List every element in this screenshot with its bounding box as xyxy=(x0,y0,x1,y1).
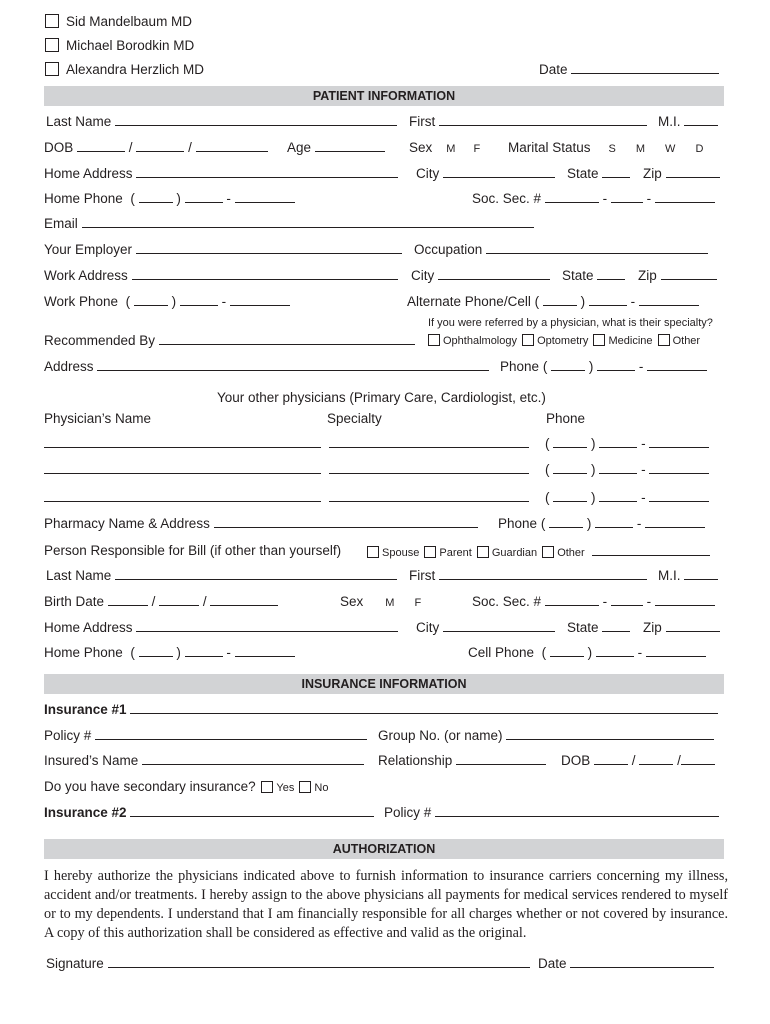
address-line[interactable] xyxy=(97,359,489,371)
checkbox-optometry[interactable] xyxy=(522,334,534,346)
insured-name-line[interactable] xyxy=(142,753,364,765)
option-label: Parent xyxy=(439,547,472,559)
work-state-field[interactable] xyxy=(562,268,625,283)
checkbox-spouse[interactable] xyxy=(367,546,379,558)
state-line[interactable] xyxy=(602,620,630,632)
insured-dob-field[interactable] xyxy=(561,753,715,768)
marital-label: Marital Status xyxy=(508,140,591,155)
sex-field[interactable] xyxy=(409,140,480,155)
resp-cell-phone-field[interactable] xyxy=(468,645,706,660)
doctor-option-2[interactable] xyxy=(45,38,194,53)
zip-label: Zip xyxy=(638,268,657,283)
mi-label: M.I. xyxy=(658,568,681,583)
marital-d[interactable]: D xyxy=(695,143,704,155)
work-phone-field[interactable] xyxy=(44,294,290,309)
relationship-line[interactable] xyxy=(456,753,546,765)
paren-open: ( xyxy=(534,294,540,309)
address-phone-field[interactable] xyxy=(500,359,707,374)
date-field-top[interactable] xyxy=(539,62,719,77)
paren-close: ) xyxy=(591,436,596,451)
insurance1-field[interactable] xyxy=(44,702,718,717)
occupation-label: Occupation xyxy=(414,242,483,257)
mi-label: M.I. xyxy=(658,114,681,129)
dob-label: DOB xyxy=(561,753,591,768)
pharmacy-label: Pharmacy Name & Address xyxy=(44,516,210,531)
last-name-label: Last Name xyxy=(46,568,112,583)
ssn-part3[interactable] xyxy=(655,594,715,606)
sex-label: Sex xyxy=(409,140,433,155)
phone-label: Phone xyxy=(498,516,538,531)
slash: / xyxy=(188,140,192,155)
phone-line[interactable] xyxy=(639,294,699,306)
zip-line[interactable] xyxy=(666,620,720,632)
state-line[interactable] xyxy=(602,166,630,178)
dob-year[interactable] xyxy=(681,753,715,765)
patient-info-header: PATIENT INFORMATION xyxy=(44,86,724,106)
area-code[interactable] xyxy=(549,516,583,528)
occupation-field[interactable] xyxy=(414,242,708,257)
dob-month[interactable] xyxy=(594,753,628,765)
resp-sex-field[interactable] xyxy=(340,594,421,609)
paren-close: ) xyxy=(587,645,593,660)
paren-close: ) xyxy=(171,294,177,309)
insured-name-label: Insured’s Name xyxy=(44,753,139,768)
other-physicians-heading: Your other physicians (Primary Care, Cardiologist, etc.) xyxy=(217,390,546,405)
option-label: Medicine xyxy=(608,335,653,347)
marital-status-field[interactable] xyxy=(508,140,703,155)
physician-specialty-3 xyxy=(329,490,529,505)
dob-day[interactable] xyxy=(136,140,184,152)
checkbox[interactable] xyxy=(45,38,59,52)
email-line[interactable] xyxy=(82,216,534,228)
doctor-option-1[interactable] xyxy=(45,14,192,29)
paren-close: ) xyxy=(586,516,592,531)
marital-s[interactable]: S xyxy=(608,143,616,155)
state-label: State xyxy=(567,620,599,635)
area-code[interactable] xyxy=(543,294,577,306)
insurance2-line[interactable] xyxy=(130,805,374,817)
ssn-part1[interactable] xyxy=(545,191,599,203)
paren-open: ( xyxy=(545,490,550,505)
area-code[interactable] xyxy=(139,191,173,203)
state-label: State xyxy=(562,268,594,283)
dash: - xyxy=(641,462,646,477)
dob-day[interactable] xyxy=(639,753,673,765)
checkbox-yes[interactable] xyxy=(261,781,273,793)
doctor-name: Sid Mandelbaum MD xyxy=(66,14,193,29)
city-line[interactable] xyxy=(443,620,555,632)
policy-label: Policy # xyxy=(384,805,432,820)
slash: / xyxy=(128,140,133,155)
ssn-part2[interactable] xyxy=(611,594,643,606)
city-label: City xyxy=(416,620,440,635)
checkbox-ophthalmology[interactable] xyxy=(428,334,440,346)
resp-soc-sec-field[interactable] xyxy=(472,594,715,609)
dash: - xyxy=(630,294,636,309)
dash: - xyxy=(226,645,231,660)
first-name-field[interactable] xyxy=(409,114,647,129)
area-code[interactable] xyxy=(551,359,585,371)
ssn-part2[interactable] xyxy=(611,191,643,203)
zip-line[interactable] xyxy=(661,268,717,280)
no-label: No xyxy=(314,782,329,794)
dash: - xyxy=(637,645,643,660)
dob-label: DOB xyxy=(44,140,74,155)
slash: / xyxy=(151,594,156,609)
email-label: Email xyxy=(44,216,78,231)
birth-date-label: Birth Date xyxy=(44,594,105,609)
last-name-label: Last Name xyxy=(46,114,112,129)
specialty-line[interactable] xyxy=(329,462,529,474)
first-line[interactable] xyxy=(439,114,647,126)
physician-row-1 xyxy=(44,436,321,451)
work-address-label: Work Address xyxy=(44,268,128,283)
age-label: Age xyxy=(287,140,312,155)
physician-specialty-1 xyxy=(329,436,529,451)
sex-f[interactable]: F xyxy=(414,597,422,609)
age-field[interactable] xyxy=(287,140,385,155)
physician-name-line[interactable] xyxy=(44,462,321,474)
slash: / xyxy=(631,753,636,768)
paren-open: ( xyxy=(545,462,550,477)
phone-line[interactable] xyxy=(645,516,705,528)
resp-state-field[interactable] xyxy=(567,620,630,635)
phone-prefix[interactable] xyxy=(185,645,223,657)
soc-sec-field[interactable] xyxy=(472,191,715,206)
first-label: First xyxy=(409,568,436,583)
phone-line[interactable] xyxy=(230,294,290,306)
sex-m[interactable]: M xyxy=(446,143,456,155)
checkbox-guardian[interactable] xyxy=(477,546,489,558)
specialty-heading: Specialty xyxy=(327,411,382,426)
home-phone-label: Home Phone xyxy=(44,191,123,206)
city-line[interactable] xyxy=(443,166,555,178)
home-address-line[interactable] xyxy=(136,166,398,178)
policy2-field[interactable] xyxy=(384,805,719,820)
paren-open: ( xyxy=(125,294,131,309)
insurance2-field[interactable] xyxy=(44,805,374,820)
paren-open: ( xyxy=(130,191,135,206)
area-code[interactable] xyxy=(553,462,587,474)
birth-month[interactable] xyxy=(108,594,148,606)
resp-home-phone-field[interactable] xyxy=(44,645,295,660)
recommended-by-field[interactable] xyxy=(44,333,415,348)
physician-name-line[interactable] xyxy=(44,490,321,502)
zip-label: Zip xyxy=(643,166,662,181)
policy-line[interactable] xyxy=(435,805,719,817)
phone-prefix[interactable] xyxy=(595,516,633,528)
phone-prefix[interactable] xyxy=(185,191,223,203)
signature-field[interactable] xyxy=(46,956,530,971)
relation-options xyxy=(367,544,710,559)
secondary-label: Do you have secondary insurance? xyxy=(44,779,256,794)
slash: / xyxy=(202,594,207,609)
phone-prefix[interactable] xyxy=(599,436,637,448)
specialty-line[interactable] xyxy=(329,436,529,448)
pharmacy-field[interactable] xyxy=(44,516,478,531)
paren-close: ) xyxy=(176,191,181,206)
address-field[interactable] xyxy=(44,359,489,374)
dob-field[interactable] xyxy=(44,140,268,155)
resp-zip-field[interactable] xyxy=(643,620,720,635)
signature-date-field[interactable] xyxy=(538,956,714,971)
zip-field[interactable] xyxy=(643,166,720,181)
physician-name-line[interactable] xyxy=(44,436,321,448)
insurance1-label: Insurance #1 xyxy=(44,702,127,717)
dash: - xyxy=(646,594,652,609)
zip-line[interactable] xyxy=(666,166,720,178)
cell-phone-label: Cell Phone xyxy=(468,645,535,660)
paren-open: ( xyxy=(130,645,135,660)
insurance2-label: Insurance #2 xyxy=(44,805,127,820)
dash: - xyxy=(602,191,608,206)
phone-line[interactable] xyxy=(649,462,709,474)
paren-close: ) xyxy=(176,645,181,660)
work-address-field[interactable] xyxy=(44,268,398,283)
first-line[interactable] xyxy=(439,568,647,580)
resp-city-field[interactable] xyxy=(416,620,555,635)
ssn-part1[interactable] xyxy=(545,594,599,606)
mi-line[interactable] xyxy=(684,114,718,126)
dash: - xyxy=(641,436,646,451)
phone-prefix[interactable] xyxy=(599,490,637,502)
address-label: Address xyxy=(44,359,94,374)
physician-phone-1[interactable] xyxy=(545,436,709,451)
specialty-options xyxy=(428,334,700,347)
state-line[interactable] xyxy=(597,268,625,280)
ssn-part3[interactable] xyxy=(655,191,715,203)
option-label: Ophthalmology xyxy=(443,335,517,347)
phone-prefix[interactable] xyxy=(589,294,627,306)
last-name-line[interactable] xyxy=(115,114,397,126)
person-responsible-label: Person Responsible for Bill (if other than yourself) xyxy=(44,543,342,558)
insurance1-line[interactable] xyxy=(130,702,718,714)
area-code[interactable] xyxy=(553,436,587,448)
date-label: Date xyxy=(538,956,567,971)
last-name-line[interactable] xyxy=(115,568,397,580)
physician-phone-2[interactable] xyxy=(545,462,709,477)
alternate-phone-field[interactable] xyxy=(407,294,699,309)
group-no-line[interactable] xyxy=(506,728,714,740)
home-address-field[interactable] xyxy=(44,166,398,181)
phone-line[interactable] xyxy=(235,191,295,203)
phone-line[interactable] xyxy=(649,436,709,448)
pharmacy-line[interactable] xyxy=(214,516,478,528)
physician-name-heading: Physician’s Name xyxy=(44,411,152,426)
dob-year[interactable] xyxy=(196,140,268,152)
birth-day[interactable] xyxy=(159,594,199,606)
home-address-label: Home Address xyxy=(44,620,133,635)
phone-line[interactable] xyxy=(646,645,706,657)
birth-date-field[interactable] xyxy=(44,594,278,609)
area-code[interactable] xyxy=(139,645,173,657)
relationship-field[interactable] xyxy=(378,753,546,768)
employer-label: Your Employer xyxy=(44,242,133,257)
phone-prefix[interactable] xyxy=(597,359,635,371)
home-phone-field[interactable] xyxy=(44,191,295,206)
state-field[interactable] xyxy=(567,166,630,181)
dob-month[interactable] xyxy=(77,140,125,152)
work-city-field[interactable] xyxy=(411,268,550,283)
city-line[interactable] xyxy=(438,268,550,280)
dash: - xyxy=(641,490,646,505)
employer-line[interactable] xyxy=(136,242,402,254)
resp-last-name-field[interactable] xyxy=(46,568,397,583)
city-label: City xyxy=(416,166,440,181)
date-label: Date xyxy=(539,62,568,77)
dash: - xyxy=(646,191,652,206)
paren-open: ( xyxy=(540,516,546,531)
slash: / xyxy=(677,753,681,768)
option-label: Spouse xyxy=(382,547,420,559)
mi-field[interactable] xyxy=(658,114,718,129)
resp-first-name-field[interactable] xyxy=(409,568,647,583)
area-code[interactable] xyxy=(134,294,168,306)
phone-line[interactable] xyxy=(647,359,707,371)
physician-row-3 xyxy=(44,490,321,505)
sex-f[interactable]: F xyxy=(473,143,481,155)
resp-mi-field[interactable] xyxy=(658,568,718,583)
dash: - xyxy=(602,594,608,609)
marital-w[interactable]: W xyxy=(665,143,676,155)
doctor-option-3[interactable] xyxy=(45,62,204,77)
recommended-by-label: Recommended By xyxy=(44,333,156,348)
city-label: City xyxy=(411,268,435,283)
specialty-line[interactable] xyxy=(329,490,529,502)
paren-open: ( xyxy=(542,359,548,374)
phone-heading: Phone xyxy=(546,411,586,426)
soc-sec-label: Soc. Sec. # xyxy=(472,594,542,609)
checkbox-other[interactable] xyxy=(658,334,670,346)
group-no-label: Group No. (or name) xyxy=(378,728,503,743)
signature-label: Signature xyxy=(46,956,104,971)
phone-line[interactable] xyxy=(235,645,295,657)
state-label: State xyxy=(567,166,599,181)
alternate-phone-label: Alternate Phone/Cell xyxy=(407,294,531,309)
sex-m[interactable]: M xyxy=(385,597,395,609)
doctor-name: Michael Borodkin MD xyxy=(66,38,195,53)
birth-year[interactable] xyxy=(210,594,278,606)
work-address-line[interactable] xyxy=(132,268,398,280)
paren-close: ) xyxy=(588,359,594,374)
physician-row-2 xyxy=(44,462,321,477)
phone-prefix[interactable] xyxy=(180,294,218,306)
checkbox-other-relation[interactable] xyxy=(542,546,554,558)
last-name-field[interactable] xyxy=(46,114,397,129)
checkbox[interactable] xyxy=(45,14,59,28)
employer-field[interactable] xyxy=(44,242,402,257)
policy-field[interactable] xyxy=(44,728,367,743)
physician-specialty-2 xyxy=(329,462,529,477)
checkbox[interactable] xyxy=(45,62,59,76)
age-line[interactable] xyxy=(315,140,385,152)
date-line[interactable] xyxy=(571,62,719,74)
checkbox-medicine[interactable] xyxy=(593,334,605,346)
secondary-insurance-question xyxy=(44,779,328,794)
dash: - xyxy=(636,516,642,531)
home-address-line[interactable] xyxy=(136,620,398,632)
option-label: Other xyxy=(672,335,701,347)
referral-note: If you were referred by a physician, what is their specialty? xyxy=(428,317,713,329)
phone-label: Phone xyxy=(500,359,540,374)
marital-m[interactable]: M xyxy=(635,143,646,155)
paren-open: ( xyxy=(545,436,550,451)
area-code[interactable] xyxy=(550,645,584,657)
paren-open: ( xyxy=(541,645,547,660)
policy-label: Policy # xyxy=(44,728,92,743)
city-field[interactable] xyxy=(416,166,555,181)
occupation-line[interactable] xyxy=(486,242,708,254)
insurance-info-header: INSURANCE INFORMATION xyxy=(44,674,724,694)
other-relation-line[interactable] xyxy=(592,544,710,556)
mi-line[interactable] xyxy=(684,568,718,580)
dash: - xyxy=(221,294,227,309)
signature-line[interactable] xyxy=(108,956,530,968)
paren-close: ) xyxy=(591,462,596,477)
phone-prefix[interactable] xyxy=(596,645,634,657)
work-zip-field[interactable] xyxy=(638,268,717,283)
yes-label: Yes xyxy=(276,782,295,794)
area-code[interactable] xyxy=(553,490,587,502)
resp-home-address-field[interactable] xyxy=(44,620,398,635)
option-label: Other xyxy=(557,547,585,559)
home-address-label: Home Address xyxy=(44,166,133,181)
email-field[interactable] xyxy=(44,216,534,231)
checkbox-no[interactable] xyxy=(299,781,311,793)
soc-sec-label: Soc. Sec. # xyxy=(472,191,542,206)
paren-close: ) xyxy=(591,490,596,505)
phone-prefix[interactable] xyxy=(599,462,637,474)
paren-close: ) xyxy=(580,294,586,309)
doctor-name: Alexandra Herzlich MD xyxy=(66,62,205,77)
policy-line[interactable] xyxy=(95,728,367,740)
checkbox-parent[interactable] xyxy=(424,546,436,558)
first-label: First xyxy=(409,114,436,129)
home-phone-label: Home Phone xyxy=(44,645,123,660)
phone-line[interactable] xyxy=(649,490,709,502)
option-label: Guardian xyxy=(491,547,538,559)
physician-phone-3[interactable] xyxy=(545,490,709,505)
dash: - xyxy=(638,359,644,374)
zip-label: Zip xyxy=(643,620,662,635)
pharmacy-phone-field[interactable] xyxy=(498,516,705,531)
dash: - xyxy=(226,191,231,206)
insured-name-field[interactable] xyxy=(44,753,364,768)
sex-label: Sex xyxy=(340,594,364,609)
date-line[interactable] xyxy=(570,956,714,968)
authorization-text: I hereby authorize the physicians indicated above to furnish information to insurance carriers concerning my illness, accident and/or treatments. I hereby assign to the above physicians all payments for medical services rendered to myself or to my dependents. I understand that I am financially responsible for all charges whether or not covered by insurance. A copy of this authorization shall be considered as effective and valid as the original. xyxy=(44,868,728,941)
group-no-field[interactable] xyxy=(378,728,714,743)
recommended-by-line[interactable] xyxy=(159,333,415,345)
authorization-header: AUTHORIZATION xyxy=(44,839,724,859)
relationship-label: Relationship xyxy=(378,753,453,768)
option-label: Optometry xyxy=(537,335,589,347)
work-phone-label: Work Phone xyxy=(44,294,119,309)
